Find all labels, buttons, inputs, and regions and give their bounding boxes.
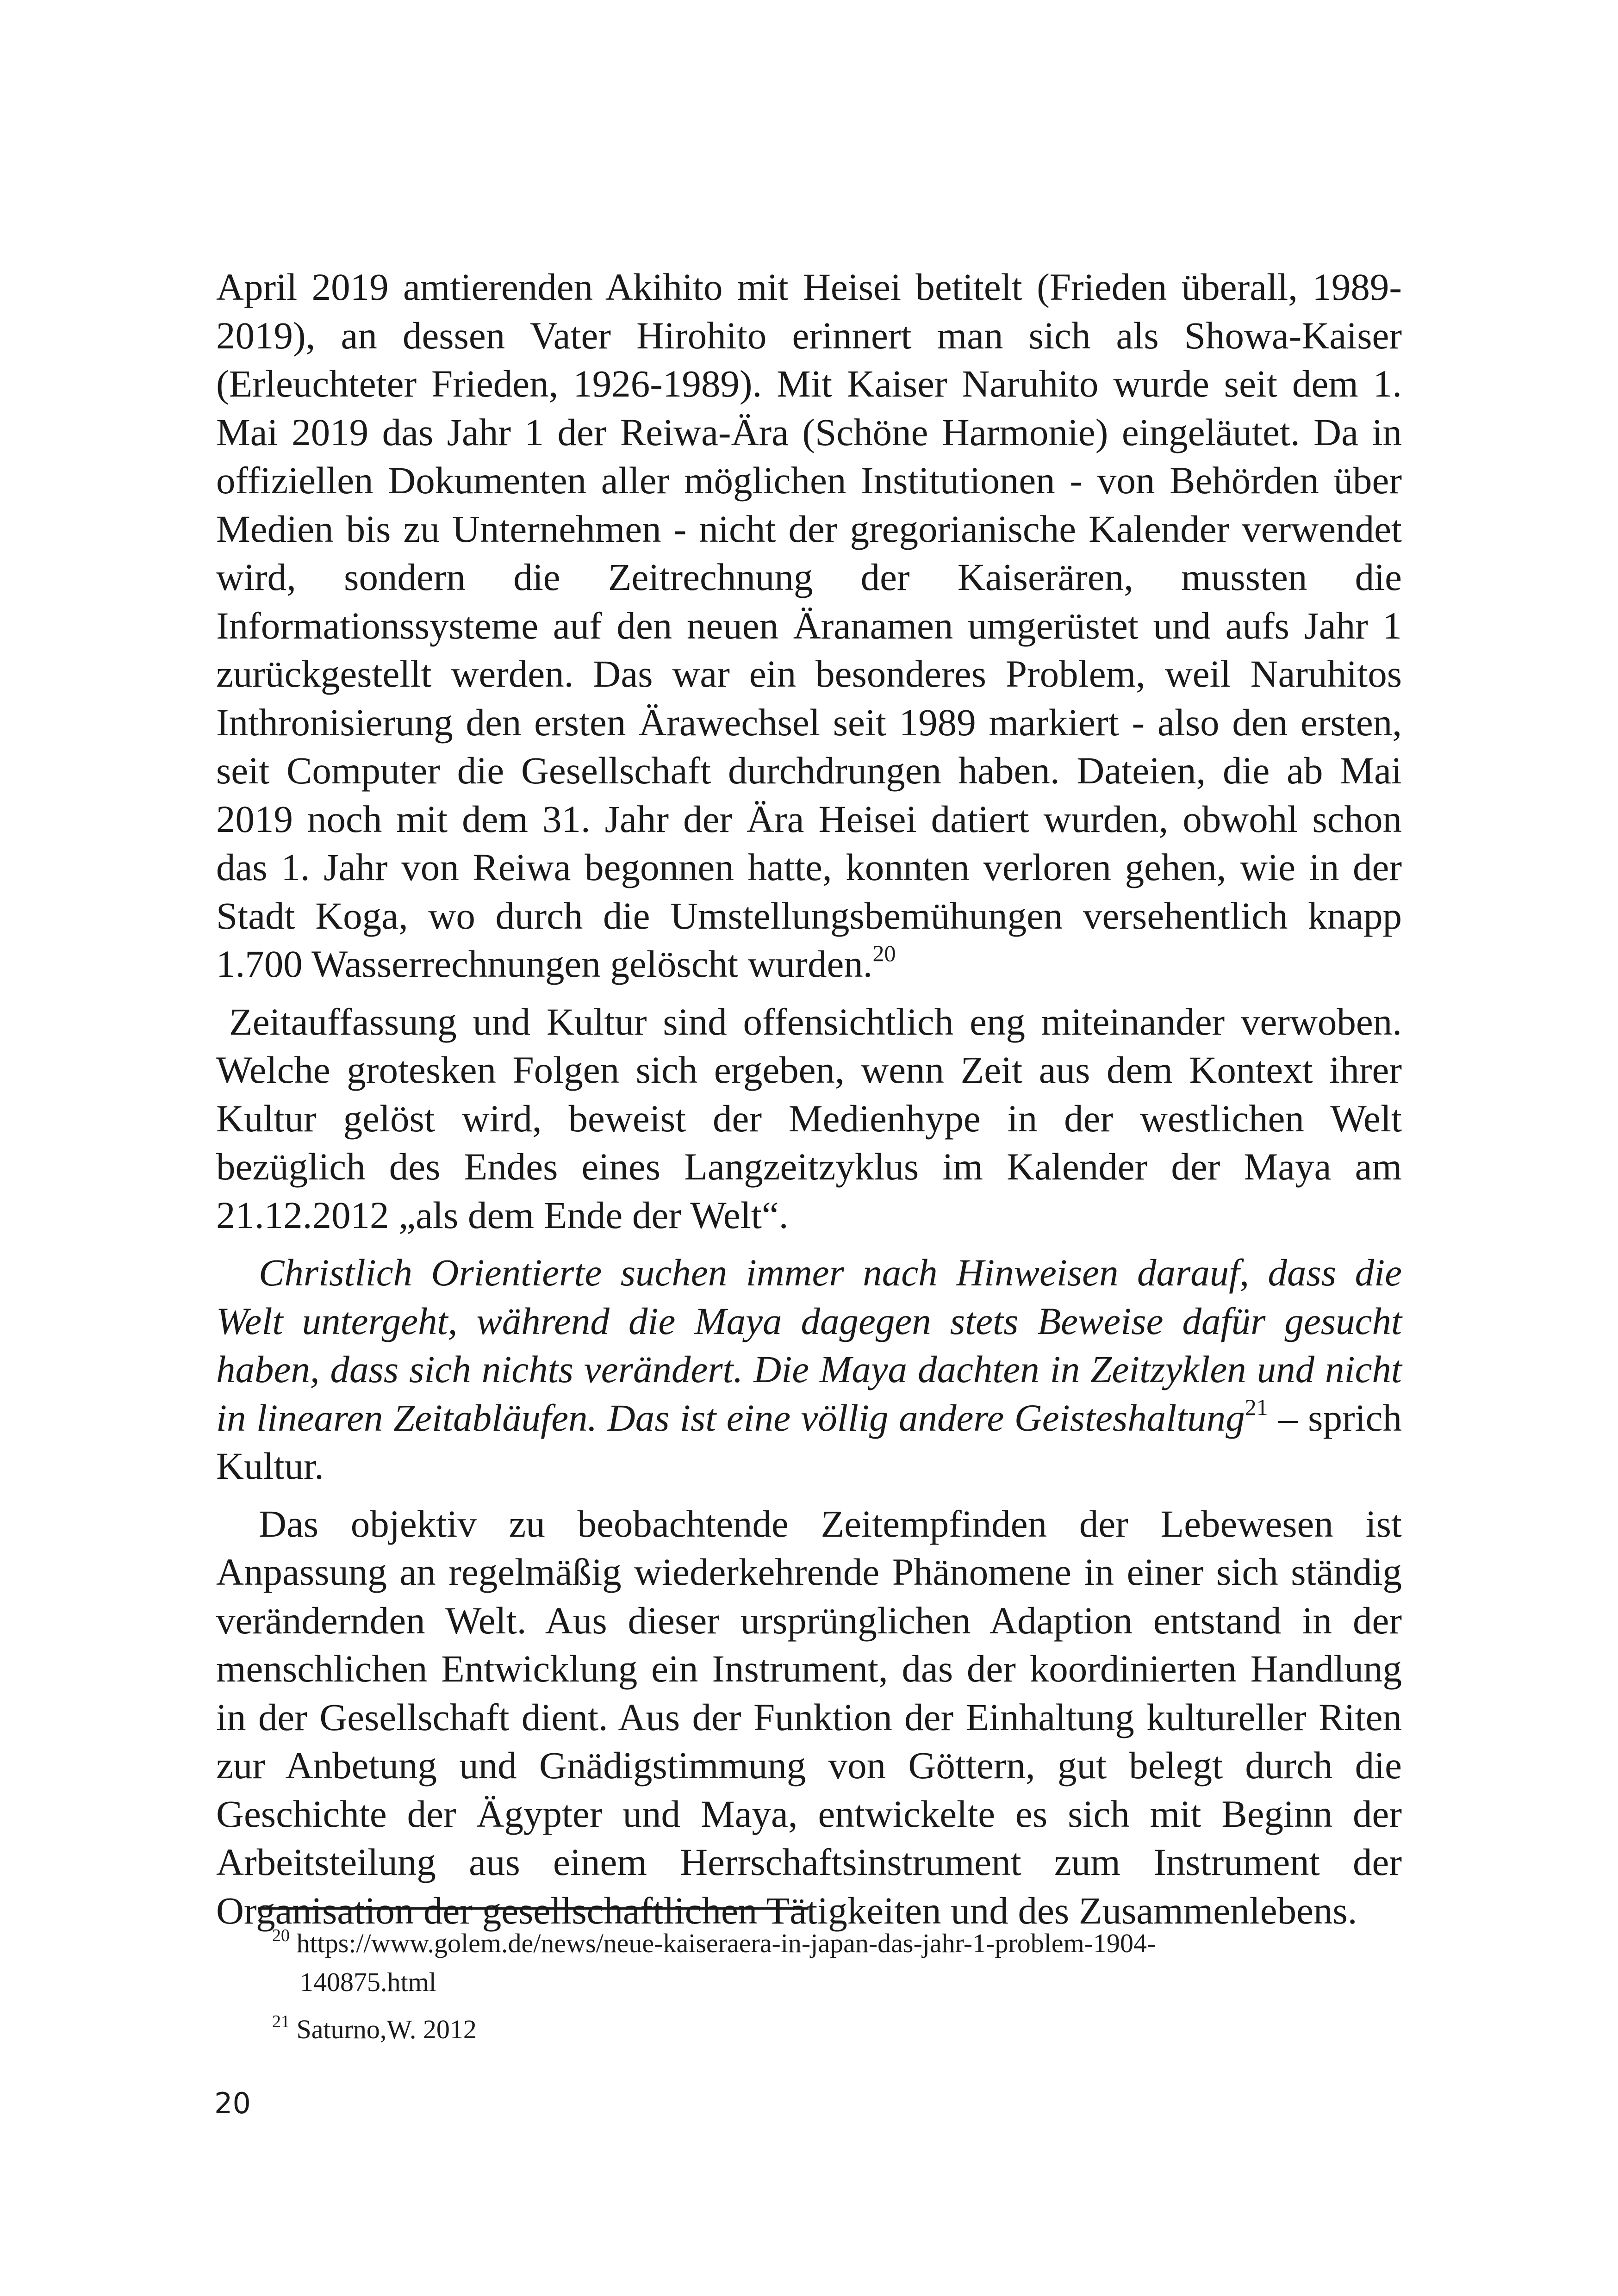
footnote — [272, 1924, 1337, 2002]
footnote-reference[interactable]: 21 — [1245, 1394, 1268, 1420]
footnote-number: 21 — [272, 2012, 290, 2031]
quote-text: Christlich Orientierte suchen immer nach Hinweisen darauf, dass die Welt untergeht, während die Maya dagegen stets Beweise dafür gesucht haben, dass sich nichts verändert. Die Maya dachten in Zeitzyklen und nicht in linearen Zeitabläufen. Das ist eine völlig andere Geisteshaltung — [216, 1251, 1402, 1439]
footnotes — [272, 1924, 1337, 2057]
paragraph-text: April 2019 amtierenden Akihito mit Heisei betitelt (Frieden überall, 1989-2019), an dessen Vater Hirohito erinnert man sich als Showa-Kaiser (Erleuchteter Frieden, 1926-1989). Mit Kaiser Naruhito wurde seit dem 1. Mai 2019 das Jahr 1 der Reiwa-Ära (Schöne Harmonie) eingeläutet. Da in offiziellen Dokumenten aller möglichen Institutionen - von Behörden über Medien bis zu Unternehmen - nicht der gregorianische Kalender verwendet wird, sondern die Zeitrechnung der Kaiserären, mussten die Informationssysteme auf den neuen Äranamen umgerüstet und aufs Jahr 1 zurückgestellt werden. Das war ein besonderes Problem, weil Naruhitos Inthronisierung den ersten Ärawechsel seit 1989 markiert - also den ersten, seit Computer die Gesellschaft durchdrungen haben. Dateien, die ab Mai 2019 noch mit dem 31. Jahr der Ära Heisei datiert wurden, obwohl schon das 1. Jahr von Reiwa begonnen hatte, konnten verloren gehen, wie in der Stadt Koga, wo durch die Umstellungsbemühungen versehentlich knapp 1.700 Wasserrechnungen gelöscht wurden. — [216, 266, 1402, 985]
footnote-reference[interactable]: 20 — [872, 940, 896, 966]
footnote-number: 20 — [272, 1926, 290, 1945]
paragraph — [216, 263, 1402, 988]
footnote — [272, 2010, 1337, 2049]
footnote-link[interactable]: https://www.golem.de/news/neue-kaiseraera-in-japan-das-jahr-1-problem-1904- — [290, 1928, 1156, 1958]
paragraph-text: – sprich Kultur. — [216, 1396, 1402, 1487]
footnote-text: Saturno,W. 2012 — [290, 2014, 477, 2044]
quote-paragraph — [216, 1248, 1402, 1490]
paragraph-text: Zeitauffassung und Kultur sind offensichtlich eng miteinander verwoben. Welche grotesken Folgen sich ergeben, wenn Zeit aus dem Kontext ihrer Kultur gelöst wird, beweist der Medienhype in der westlichen Welt bezüglich des Endes eines Langzeitzyklus im Kalender der Maya am 21.12.2012 „als dem Ende der Welt“. — [216, 1000, 1402, 1236]
footnote-separator — [258, 1907, 809, 1910]
footnote-link-continuation[interactable]: 140875.html — [300, 1967, 436, 1997]
page-number: 20 — [214, 2086, 251, 2120]
body-text — [216, 263, 1402, 1935]
paragraph — [216, 998, 1402, 1240]
paragraph-text: Das objektiv zu beobachtende Zeitempfinden der Lebewesen ist Anpassung an regelmäßig wiederkehrende Phänomene in einer sich ständig verändernden Welt. Aus dieser ursprünglichen Adaption entstand in der menschlichen Entwicklung ein Instrument, das der koordinierten Handlung in der Gesellschaft dient. Aus der Funktion der Einhaltung kultureller Riten zur Anbetung und Gnädigstimmung von Göttern, gut belegt durch die Geschichte der Ägypter und Maya, entwickelte es sich mit Beginn der Arbeitsteilung aus einem Herrschaftsinstrument zum Instrument der Organisation der gesellschaftlichen Tätigkeiten und des Zusammenlebens. — [216, 1502, 1402, 1932]
paragraph — [216, 1500, 1402, 1935]
